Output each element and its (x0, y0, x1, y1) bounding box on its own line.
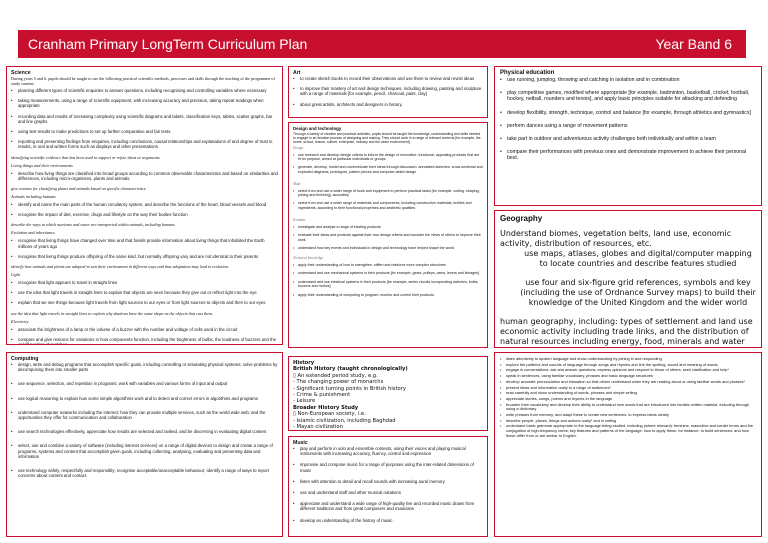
list-item: • understand basic grammar appropriate to the language being studied, including (where relevant): feminine, masculine and neuter forms and the conjugation of high-frequency verbs; key features and patterns of the language; how to apply these, for instance, to build sentences; and how these differ from or are similar to English. (500, 424, 756, 438)
list-item: • recognise that light appears to travel in straight lines (11, 280, 278, 285)
list-item: • taking measurements, using a range of scientific equipment, with increasing accuracy and precision, taking repeat readings when appropriate (11, 98, 278, 108)
computing-heading: Computing (11, 356, 39, 362)
list-item: • speak in sentences, using familiar vocabulary, phrases and basic language structures (500, 374, 756, 379)
history-line: ▯ Non-European society, i.e. (293, 411, 366, 418)
list-item: • use technology safely, respectfully and responsibly; recognise acceptable/unacceptable behaviour; identify a range of ways to report concerns about content and contact. (11, 468, 278, 478)
list-item: • listen attentively to spoken language and show understanding by joining in and responding (500, 357, 756, 362)
list-item: • use research and develop design criteria to inform the design of innovative, functional, appealing products that are fit for purpose, aimed at particular individuals or groups (293, 153, 483, 162)
dt-evaluate-label: Evaluate (293, 218, 306, 223)
dt-make-label: Make (293, 182, 301, 187)
history-line: - Significant turning points in British history (293, 385, 406, 392)
list-item: • develop accurate pronunciation and intonation so that others understand when they are reading aloud or using familiar words and phrases* (500, 380, 756, 385)
list-item: • play and perform in solo and ensemble contexts, using their voices and playing musical instruments with increasing accuracy, fluency, control and expression (293, 446, 483, 456)
list-item: • use and understand staff and other musical notations (293, 490, 483, 495)
list-item: use maps, atlases, globes and digital/computer mapping to locate countries and describe features studied (524, 249, 752, 268)
science-heading: Science (11, 70, 31, 76)
list-item: • engage in conversations; ask and answer questions; express opinions and respond to those of others; seek clarification and help* (500, 368, 756, 373)
year-band: Year Band 6 (655, 36, 732, 52)
list-item: • use search technologies effectively, appreciate how results are selected and ranked, and be discerning in evaluating digital content (11, 429, 278, 434)
list-item: • broaden their vocabulary and develop their ability to understand new words that are introduced into familiar written material, including through using a dictionary (500, 403, 756, 412)
history-section (288, 356, 488, 431)
list-item: • understand and use electrical systems in their products [for example, series circuits incorporating switches, bulbs, buzzers and motors] (293, 280, 483, 289)
history-line: Broader History Study (293, 404, 359, 411)
computing-section (6, 352, 283, 537)
list-item: • apply their understanding of how to strengthen, stiffen and reinforce more complex structures (293, 263, 483, 267)
list-item: • investigate and analyse a range of existing products (293, 225, 483, 229)
science-note: use the idea that light travels in straight lines to explain why shadows have the same shape as the objects that cast them. (11, 310, 214, 316)
list-item: use four and six-figure grid references, symbols and key (including the use of Ordnance Survey maps) to build their knowledge of the United Kingdom and the wider world (520, 278, 756, 307)
list-item: • write phrases from memory, and adapt these to create new sentences, to express ideas clearly (500, 413, 756, 418)
list-item: • improvise and compose music for a range of purposes using the inter-related dimensions of music (293, 462, 483, 472)
list-item: • select from and use a wider range of tools and equipment to perform practical tasks [for example, cutting, shaping, joining and finishing], accurately (293, 189, 483, 198)
geography-heading: Geography (500, 214, 543, 223)
science-note: give reasons for classifying plants and animals based on specific characteristics. (11, 186, 147, 192)
list-item: • use running, jumping, throwing and catching in isolation and in combination (500, 77, 756, 83)
list-item: • play competitive games, modified where appropriate [for example, badminton, basketball, cricket, football, hockey, netball, rounders and tennis], and apply basic principles suitable for attacking and defending (500, 90, 756, 102)
list-item: • use logical reasoning to explain how some simple algorithms work and to detect and correct errors in algorithms and programs (11, 396, 278, 401)
list-item: • explore the patterns and sounds of language through songs and rhymes and link the spelling, sound and meaning of words (500, 363, 756, 368)
pe-section (494, 66, 762, 206)
list-item: • develop flexibility, strength, technique, control and balance [for example, through athletics and gymnastics] (500, 110, 756, 116)
list-item: • generate, develop, model and communicate their ideas through discussion, annotated sketches, cross-sectional and exploded diagrams, prototypes, pattern pieces and computer-aided design (293, 165, 483, 174)
science-intro: During years 5 and 6, pupils should be taught to use the following practical scientific methods, processes and skills through the teaching of the programme of study content: (11, 76, 275, 86)
list-item: • appreciate and understand a wide range of high-quality live and recorded music drawn from different traditions and from great composers and musicians (293, 501, 483, 511)
history-heading: History (293, 360, 315, 366)
list-item: • listen with attention to detail and recall sounds with increasing aural memory (293, 479, 483, 484)
history-line: - Islamic civilization, including Baghdad (293, 417, 396, 424)
science-note: describe the ways in which nutrients and water are transported within animals, including humans (11, 222, 175, 228)
music-section (288, 436, 488, 537)
list-item: • reporting and presenting findings from enquiries, including conclusions, causal relationships and explanations of and degree of trust in results, in oral and written forms such as displays and other presentations (11, 139, 278, 149)
header-banner (18, 30, 746, 58)
list-item: • present ideas and information orally to a range of audiences* (500, 386, 756, 391)
list-item: • select from and use a wider range of materials and components, including construction materials, textiles and ingredients, according to their functional properties and aesthetic qualities (293, 201, 483, 210)
list-item: • select, use and combine a variety of software (including internet services) on a range of digital devices to design and create a range of programs, systems and content that accomplish given goals, including collecting, analysing, evaluating and presenting data and information (11, 443, 278, 459)
languages-section (494, 352, 762, 537)
list-item: • describe how living things are classified into broad groups according to common observable characteristics and based on similarities and differences, including micro-organisms, plants and animals (11, 171, 278, 181)
subheading-evolution: Evolution and inheritance (11, 230, 55, 236)
history-line: - Crime & punishment (293, 392, 351, 399)
list-item: • appreciate stories, songs, poems and rhymes in the language (500, 397, 756, 402)
history-line: ▯ An extended period study, e.g. (293, 372, 378, 379)
subheading-living: Living things and their environments (11, 162, 73, 168)
art-section (288, 66, 488, 118)
list-item: • apply their understanding of computing to program, monitor and control their products. (293, 293, 483, 297)
pe-heading: Physical education (500, 70, 555, 76)
music-heading: Music (293, 440, 308, 446)
dt-technical-label: Technical knowledge (293, 256, 324, 261)
science-section (6, 66, 283, 345)
dt-section (288, 122, 488, 348)
dt-design-label: Design (293, 146, 304, 150)
history-line: - The changing power of monarchs (293, 379, 384, 386)
list-item: • about great artists, architects and designers in history. (293, 102, 483, 107)
science-note: identifying scientific evidence that has been used to support or refute ideas or arguments (11, 154, 160, 160)
list-item: • identify and name the main parts of the human circulatory system, and describe the functions of the heart, blood vessels and blood (11, 202, 278, 207)
list-item: • design, write and debug programs that accomplish specific goals, including controlling or simulating physical systems; solve problems by decomposing them into smaller parts (11, 362, 278, 372)
list-item: Understand biomes, vegetation belts, land use, economic activity, distribution of resources, etc. (500, 229, 732, 248)
list-item: • understand and use mechanical systems in their products [for example, gears, pulleys, cams, levers and linkages] (293, 271, 483, 275)
list-item: • recognise the impact of diet, exercise, drugs and lifestyle on the way their bodies function (11, 212, 278, 217)
science-note: identify how animals and plants are adapted to suit their environment in different ways and that adaptation may lead to evolution. (11, 264, 229, 270)
page-title: Cranham Primary LongTerm Curriculum Plan (28, 36, 308, 52)
list-item: • recognise that living things have changed over time and that fossils provide information about living things that inhabited the Earth millions of years ago (11, 238, 278, 248)
history-line: - Leisure (293, 398, 316, 405)
list-item: • develop an understanding of the history of music. (293, 518, 483, 523)
list-item: • explain that we see things because light travels from light sources to our eyes or from light sources to objects and then to our eyes (11, 300, 278, 305)
subheading-animals: Animals including humans (11, 194, 56, 200)
list-item: • using test results to make predictions to set up further comparative and fair tests (11, 129, 278, 134)
list-item: • to create sketch books to record their observations and use them to review and revisit ideas (293, 76, 483, 81)
geography-section (494, 210, 762, 348)
list-item: • use sequence, selection, and repetition in programs; work with variables and various forms of input and output (11, 381, 278, 386)
list-item: • perform dances using a range of movement patterns (500, 123, 756, 129)
dt-intro: Through a variety of creative and practical activities, pupils should be taught the knowledge, understanding and skills needed to engage in an iterative process of designing and making. They should work in a range of relevant contexts [for example, the home, school, leisure, culture, enterprise, industry and the wider environment]. (293, 132, 481, 144)
list-item: • evaluate their ideas and products against their own design criteria and consider the views of others to improve their work (293, 233, 483, 242)
list-item: • use the idea that light travels in straight lines to explain that objects are seen because they give out or reflect light into the eye (11, 290, 278, 295)
list-item: • take part in outdoor and adventurous activity challenges both individually and within a team (500, 136, 756, 142)
list-item: • planning different types of scientific enquiries to answer questions, including recognising and controlling variables where necessary (11, 88, 278, 93)
list-item: • recognise that living things produce offspring of the same kind, but normally offspring vary and are not identical to their parents (11, 254, 278, 259)
history-line (293, 430, 483, 431)
list-item: • describe people, places, things and actions orally* and in writing (500, 419, 756, 424)
subheading-light: Light (11, 272, 20, 278)
history-line: British History (taught chronologically) (293, 366, 408, 373)
list-item: • associate the brightness of a lamp or the volume of a buzzer with the number and voltage of cells used in the circuit (11, 327, 278, 332)
history-line: - Mayan civilization (293, 424, 343, 431)
art-heading: Art (293, 70, 301, 76)
list-item: • read carefully and show understanding of words, phrases and simple writing (500, 391, 756, 396)
subheading-electricity: Electricity (11, 318, 29, 324)
list-item: • compare their performances with previous ones and demonstrate improvement to achieve their personal best. (500, 149, 756, 161)
list-item: • compare and give reasons for variations in how components function, including the brightness of bulbs, the loudness of buzzers and the on/off position of switches (11, 337, 278, 345)
list-item: • understand how key events and individuals in design and technology have helped shape the world (293, 246, 483, 250)
list-item: • understand computer networks including the internet; how they can provide multiple services, such as the world wide web; and the opportunities they offer for communication and collaboration (11, 410, 278, 420)
list-item: • recording data and results of increasing complexity using scientific diagrams and labels, classification keys, tables, scatter graphs, bar and line graphs (11, 114, 278, 124)
dt-heading: Design and technology (293, 126, 342, 131)
list-item: • to improve their mastery of art and design techniques, including drawing, painting and sculpture with a range of materials [for example, pencil, charcoal, paint, clay] (293, 86, 483, 96)
list-item: human geography, including: types of settlement and land use economic activity including trade links, and the distribution of natural resources including energy, food, minerals and water (500, 317, 753, 346)
